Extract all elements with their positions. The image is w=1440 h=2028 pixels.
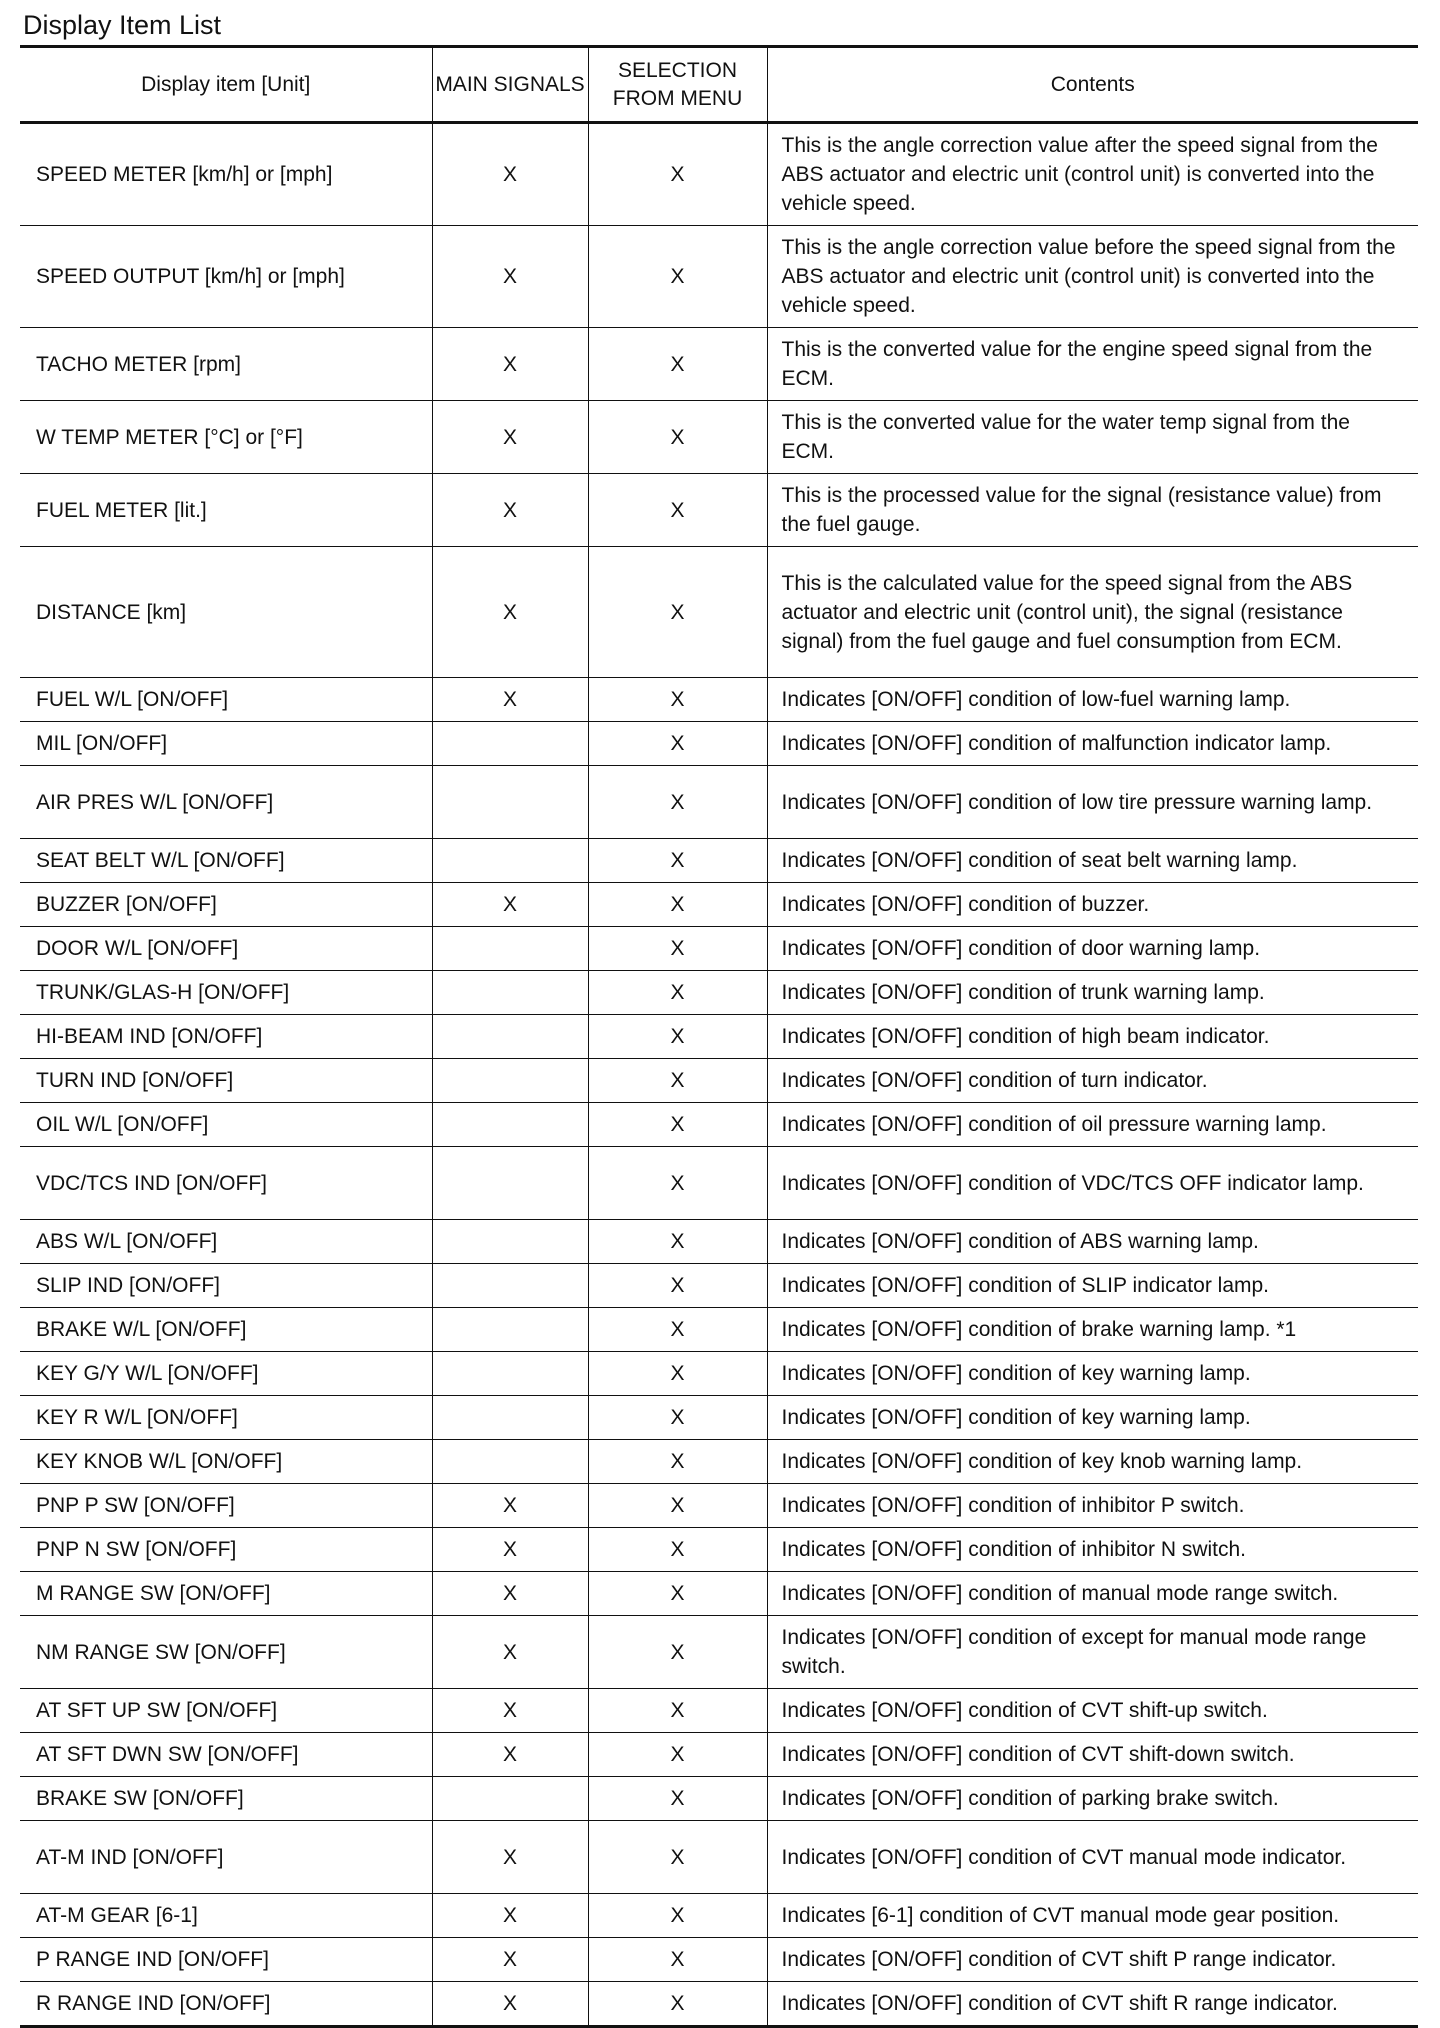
selection-from-menu-cell: X [588,123,767,226]
table-row [20,1308,1418,1352]
contents-cell: Indicates [ON/OFF] condition of buzzer. [767,883,1418,927]
main-signals-cell: X [432,1689,588,1733]
main-signals-cell: X [432,1484,588,1528]
table-row [20,1616,1418,1689]
display-item-cell: PNP P SW [ON/OFF] [20,1484,432,1528]
main-signals-cell: X [432,883,588,927]
main-signals-cell [432,1352,588,1396]
contents-cell: Indicates [ON/OFF] condition of inhibitor P switch. [767,1484,1418,1528]
table-row [20,1528,1418,1572]
main-signals-cell: X [432,1821,588,1894]
selection-from-menu-cell: X [588,1938,767,1982]
display-item-cell: P RANGE IND [ON/OFF] [20,1938,432,1982]
main-signals-cell: X [432,1528,588,1572]
page-title: Display Item List [23,10,222,40]
display-item-cell: KEY KNOB W/L [ON/OFF] [20,1440,432,1484]
display-item-cell: SLIP IND [ON/OFF] [20,1264,432,1308]
main-signals-cell [432,1147,588,1220]
main-signals-cell [432,1308,588,1352]
display-item-cell: AT SFT UP SW [ON/OFF] [20,1689,432,1733]
table-row [20,1264,1418,1308]
column-header-display-item: Display item [Unit] [20,47,432,123]
table-row [20,1103,1418,1147]
display-item-cell: AT SFT DWN SW [ON/OFF] [20,1733,432,1777]
contents-cell: Indicates [ON/OFF] condition of CVT manual mode indicator. [767,1821,1418,1894]
contents-cell: Indicates [ON/OFF] condition of key warning lamp. [767,1352,1418,1396]
contents-cell: Indicates [ON/OFF] condition of parking brake switch. [767,1777,1418,1821]
main-signals-cell [432,1264,588,1308]
selection-from-menu-cell: X [588,1220,767,1264]
display-item-cell: ABS W/L [ON/OFF] [20,1220,432,1264]
display-item-cell: VDC/TCS IND [ON/OFF] [20,1147,432,1220]
display-item-cell: HI-BEAM IND [ON/OFF] [20,1015,432,1059]
selection-from-menu-cell: X [588,1264,767,1308]
table-row [20,1220,1418,1264]
selection-from-menu-cell: X [588,1484,767,1528]
selection-from-menu-cell: X [588,547,767,678]
contents-cell: Indicates [ON/OFF] condition of low tire pressure warning lamp. [767,766,1418,839]
contents-cell: Indicates [ON/OFF] condition of VDC/TCS OFF indicator lamp. [767,1147,1418,1220]
selection-from-menu-cell: X [588,766,767,839]
display-item-cell: SPEED OUTPUT [km/h] or [mph] [20,226,432,328]
table-row [20,839,1418,883]
display-item-cell: DISTANCE [km] [20,547,432,678]
selection-from-menu-cell: X [588,927,767,971]
display-item-cell: NM RANGE SW [ON/OFF] [20,1616,432,1689]
selection-from-menu-cell: X [588,1528,767,1572]
table-row [20,1982,1418,2027]
contents-cell: Indicates [ON/OFF] condition of except for manual mode range switch. [767,1616,1418,1689]
display-item-cell: KEY R W/L [ON/OFF] [20,1396,432,1440]
selection-from-menu-cell: X [588,1894,767,1938]
table-row [20,1894,1418,1938]
main-signals-cell [432,1015,588,1059]
table-row [20,547,1418,678]
display-item-cell: BUZZER [ON/OFF] [20,883,432,927]
main-signals-cell [432,766,588,839]
table-row [20,474,1418,547]
table-row [20,1733,1418,1777]
main-signals-cell [432,839,588,883]
table-row [20,1938,1418,1982]
contents-cell: Indicates [ON/OFF] condition of manual mode range switch. [767,1572,1418,1616]
table-row [20,1484,1418,1528]
display-item-cell: DOOR W/L [ON/OFF] [20,927,432,971]
display-item-cell: TURN IND [ON/OFF] [20,1059,432,1103]
main-signals-cell [432,1396,588,1440]
selection-from-menu-cell: X [588,1352,767,1396]
selection-from-menu-cell: X [588,1616,767,1689]
contents-cell: This is the angle correction value after the speed signal from the ABS actuator and electric unit (control unit) is converted into the vehicle speed. [767,123,1418,226]
selection-from-menu-cell: X [588,1733,767,1777]
contents-cell: Indicates [ON/OFF] condition of brake warning lamp. *1 [767,1308,1418,1352]
main-signals-cell [432,1103,588,1147]
contents-cell: Indicates [ON/OFF] condition of SLIP indicator lamp. [767,1264,1418,1308]
contents-cell: Indicates [ON/OFF] condition of malfunction indicator lamp. [767,722,1418,766]
main-signals-cell: X [432,1982,588,2027]
main-signals-cell: X [432,474,588,547]
selection-from-menu-cell: X [588,1440,767,1484]
main-signals-cell: X [432,328,588,401]
column-header-contents: Contents [767,47,1418,123]
display-item-cell: FUEL W/L [ON/OFF] [20,678,432,722]
main-signals-cell [432,1220,588,1264]
main-signals-cell: X [432,401,588,474]
table-row [20,1396,1418,1440]
contents-cell: Indicates [ON/OFF] condition of key knob warning lamp. [767,1440,1418,1484]
selection-from-menu-cell: X [588,401,767,474]
selection-from-menu-cell: X [588,1982,767,2027]
contents-cell: Indicates [ON/OFF] condition of key warning lamp. [767,1396,1418,1440]
display-item-cell: PNP N SW [ON/OFF] [20,1528,432,1572]
display-item-cell: BRAKE W/L [ON/OFF] [20,1308,432,1352]
contents-cell: Indicates [6-1] condition of CVT manual mode gear position. [767,1894,1418,1938]
column-header-selection-from-menu: SELECTION FROM MENU [588,47,767,123]
contents-cell: Indicates [ON/OFF] condition of CVT shift P range indicator. [767,1938,1418,1982]
selection-from-menu-cell: X [588,1147,767,1220]
main-signals-cell: X [432,1616,588,1689]
display-item-cell: AIR PRES W/L [ON/OFF] [20,766,432,839]
main-signals-cell [432,722,588,766]
main-signals-cell [432,971,588,1015]
selection-from-menu-cell: X [588,722,767,766]
selection-from-menu-cell: X [588,971,767,1015]
table-row [20,123,1418,226]
contents-cell: This is the converted value for the water temp signal from the ECM. [767,401,1418,474]
table-row [20,1821,1418,1894]
contents-cell: This is the angle correction value before the speed signal from the ABS actuator and electric unit (control unit) is converted into the vehicle speed. [767,226,1418,328]
contents-cell: Indicates [ON/OFF] condition of inhibitor N switch. [767,1528,1418,1572]
selection-from-menu-cell: X [588,1308,767,1352]
table-row [20,1015,1418,1059]
contents-cell: Indicates [ON/OFF] condition of door warning lamp. [767,927,1418,971]
main-signals-cell: X [432,123,588,226]
selection-from-menu-cell: X [588,1015,767,1059]
selection-from-menu-cell: X [588,1103,767,1147]
display-item-cell: AT-M IND [ON/OFF] [20,1821,432,1894]
table-row [20,1440,1418,1484]
display-item-cell: AT-M GEAR [6-1] [20,1894,432,1938]
display-item-cell: OIL W/L [ON/OFF] [20,1103,432,1147]
contents-cell: This is the calculated value for the speed signal from the ABS actuator and electric unit (control unit), the signal (resistance signal) from the fuel gauge and fuel consumption from ECM. [767,547,1418,678]
display-item-cell: M RANGE SW [ON/OFF] [20,1572,432,1616]
selection-from-menu-cell: X [588,328,767,401]
table-row [20,226,1418,328]
contents-cell: Indicates [ON/OFF] condition of CVT shift-up switch. [767,1689,1418,1733]
table-row [20,328,1418,401]
selection-from-menu-cell: X [588,839,767,883]
table-row [20,927,1418,971]
selection-from-menu-cell: X [588,1572,767,1616]
table-row [20,1059,1418,1103]
main-signals-cell: X [432,1733,588,1777]
table-row [20,1147,1418,1220]
contents-cell: Indicates [ON/OFF] condition of oil pressure warning lamp. [767,1103,1418,1147]
selection-from-menu-cell: X [588,1059,767,1103]
contents-cell: Indicates [ON/OFF] condition of ABS warning lamp. [767,1220,1418,1264]
table-row [20,1777,1418,1821]
main-signals-cell [432,1059,588,1103]
selection-from-menu-cell: X [588,1396,767,1440]
main-signals-cell: X [432,678,588,722]
table-row [20,678,1418,722]
main-signals-cell [432,1440,588,1484]
main-signals-cell: X [432,1572,588,1616]
main-signals-cell: X [432,1938,588,1982]
contents-cell: Indicates [ON/OFF] condition of CVT shift-down switch. [767,1733,1418,1777]
selection-from-menu-cell: X [588,678,767,722]
contents-cell: Indicates [ON/OFF] condition of CVT shift R range indicator. [781,1992,1338,2015]
contents-cell: Indicates [ON/OFF] condition of turn indicator. [767,1059,1418,1103]
contents-cell: Indicates [ON/OFF] condition of trunk warning lamp. [767,971,1418,1015]
display-item-cell: W TEMP METER [°C] or [°F] [20,401,432,474]
contents-cell: Indicates [ON/OFF] condition of high beam indicator. [767,1015,1418,1059]
selection-from-menu-cell: X [588,1777,767,1821]
display-item-cell: KEY G/Y W/L [ON/OFF] [20,1352,432,1396]
table-row [20,401,1418,474]
table-row [20,766,1418,839]
display-item-table [20,45,1418,2028]
main-signals-cell: X [432,547,588,678]
display-item-cell: BRAKE SW [ON/OFF] [20,1777,432,1821]
table-row [20,1689,1418,1733]
display-item-cell: TRUNK/GLAS-H [ON/OFF] [20,971,432,1015]
table-row [20,722,1418,766]
main-signals-cell: X [432,1894,588,1938]
selection-from-menu-cell: X [588,1821,767,1894]
table-row [20,1572,1418,1616]
table-row [20,883,1418,927]
display-item-cell: MIL [ON/OFF] [20,722,432,766]
selection-from-menu-cell: X [588,474,767,547]
main-signals-cell [432,927,588,971]
contents-cell: Indicates [ON/OFF] condition of seat belt warning lamp. [767,839,1418,883]
contents-cell: This is the processed value for the signal (resistance value) from the fuel gauge. [767,474,1418,547]
table-header-row [20,47,1418,123]
contents-cell: This is the converted value for the engine speed signal from the ECM. [767,328,1418,401]
display-item-cell: SPEED METER [km/h] or [mph] [20,123,432,226]
selection-from-menu-cell: X [588,883,767,927]
main-signals-cell: X [432,226,588,328]
main-signals-cell [432,1777,588,1821]
selection-from-menu-cell: X [588,1689,767,1733]
table-row [20,971,1418,1015]
selection-from-menu-cell: X [588,226,767,328]
display-item-cell: TACHO METER [rpm] [20,328,432,401]
table-row [20,1352,1418,1396]
table-body [20,123,1418,2027]
display-item-cell: FUEL METER [lit.] [20,474,432,547]
column-header-main-signals: MAIN SIGNALS [432,47,588,123]
display-item-cell: R RANGE IND [ON/OFF] [20,1982,432,2027]
contents-cell: Indicates [ON/OFF] condition of low-fuel warning lamp. [767,678,1418,722]
display-item-cell: SEAT BELT W/L [ON/OFF] [20,839,432,883]
